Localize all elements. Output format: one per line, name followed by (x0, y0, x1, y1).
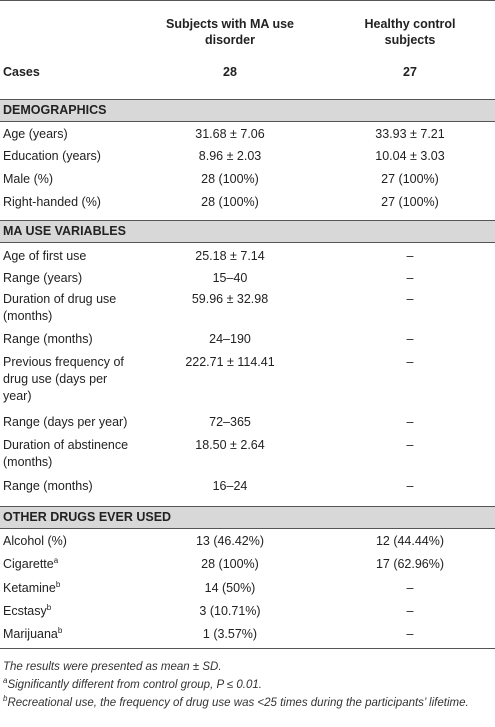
row-label-text: Duration of drug use (months) (3, 292, 117, 323)
row-label (3, 331, 138, 348)
row-label (3, 437, 138, 471)
cell-ma: 8.96 ± 2.03 (198, 149, 262, 163)
cell-ma: 72–365 (209, 415, 251, 429)
row-label (3, 478, 138, 495)
cell-control: 27 (100%) (381, 172, 439, 186)
cell-control: – (406, 581, 414, 595)
cell-control: – (406, 292, 414, 306)
cases-ma: 28 (223, 65, 237, 79)
row-label-text: Duration of abstinence (months) (3, 438, 129, 469)
cell-control: 12 (44.44%) (375, 534, 445, 548)
row-label-text: Range (months) (3, 332, 93, 346)
row-label (3, 580, 138, 597)
bottom-rule (0, 648, 495, 649)
cell-ma: 31.68 ± 7.06 (195, 127, 265, 141)
row-label-text: Male (%) (3, 172, 54, 186)
footnote-b-mark: b (3, 694, 8, 704)
row-label (3, 603, 138, 620)
cases-control: 27 (403, 65, 417, 79)
row-label (3, 626, 138, 643)
row-label-text: Right-handed (%) (3, 195, 101, 209)
row-label (3, 194, 138, 211)
row-label (3, 354, 138, 405)
row-label-text: Marijuana (3, 627, 58, 641)
footnote-marker: b (55, 579, 61, 589)
footnote-a (3, 678, 489, 692)
cell-control: – (406, 332, 414, 346)
cell-control: – (406, 438, 414, 452)
cell-ma: 3 (10.71%) (199, 604, 261, 618)
cell-ma: 25.18 ± 7.14 (195, 249, 265, 263)
cell-ma: 18.50 ± 2.64 (195, 438, 265, 452)
cell-control: – (406, 355, 414, 369)
row-label-text: Alcohol (%) (3, 534, 67, 548)
row-label-text: Previous frequency of drug use (days per year) (3, 355, 124, 403)
cell-ma: 1 (3.57%) (202, 627, 258, 641)
row-label-text: Cigarette (3, 557, 54, 571)
cell-control: – (406, 604, 414, 618)
row-label-text: Ecstasy (3, 604, 47, 618)
row-label (3, 270, 138, 287)
top-rule (0, 0, 495, 1)
section-header: OTHER DRUGS EVER USED (0, 506, 495, 529)
cell-ma: 59.96 ± 32.98 (191, 292, 269, 306)
footnote-marker: b (46, 602, 52, 612)
row-label-text: Range (years) (3, 271, 83, 285)
cell-ma: 28 (100%) (201, 195, 259, 209)
row-label (3, 533, 138, 550)
cell-ma: 13 (46.42%) (195, 534, 265, 548)
row-label (3, 414, 138, 431)
row-label-text: Age of first use (3, 249, 87, 263)
row-label (3, 148, 138, 165)
cell-control: – (406, 627, 414, 641)
footnote-b-text: Recreational use, the frequency of drug use was <25 times during the participants’ lifetime. (7, 697, 469, 709)
cell-control: 33.93 ± 7.21 (375, 127, 445, 141)
row-label (3, 556, 138, 573)
row-label-text: Range (months) (3, 479, 93, 493)
cell-ma: 28 (100%) (201, 557, 259, 571)
cell-ma: 28 (100%) (201, 172, 259, 186)
cell-ma: 14 (50%) (204, 581, 256, 595)
footnote-main: The results were presented as mean ± SD. (3, 661, 222, 673)
cell-ma: 16–24 (212, 479, 248, 493)
row-label (3, 171, 138, 188)
section-header: MA USE VARIABLES (0, 220, 495, 243)
cell-control: – (406, 249, 414, 263)
cell-ma: 222.71 ± 114.41 (185, 355, 275, 369)
row-label (3, 291, 138, 325)
cases-label: Cases (3, 65, 40, 79)
row-label-text: Range (days per year) (3, 415, 128, 429)
footnote-marker: a (53, 555, 59, 565)
cell-control: – (406, 415, 414, 429)
row-label-text: Education (years) (3, 149, 101, 163)
column-header-control: Healthy control subjects (364, 17, 456, 47)
column-header-ma: Subjects with MA use disorder (165, 17, 295, 47)
footnote-marker: b (57, 625, 63, 635)
cell-ma: 24–190 (209, 332, 251, 346)
footnote-a-text: Significantly different from control group, P ≤ 0.01. (7, 679, 262, 691)
cell-control: 10.04 ± 3.03 (375, 149, 445, 163)
row-label (3, 126, 138, 143)
row-label (3, 248, 138, 265)
cell-ma: 15–40 (212, 271, 248, 285)
footnote-a-mark: a (3, 676, 8, 686)
row-label-text: Age (years) (3, 127, 68, 141)
footnote-b (3, 696, 489, 710)
section-header: DEMOGRAPHICS (0, 99, 495, 122)
cell-control: 17 (62.96%) (375, 557, 445, 571)
cell-control: – (406, 271, 414, 285)
cell-control: – (406, 479, 414, 493)
row-label-text: Ketamine (3, 581, 56, 595)
cell-control: 27 (100%) (381, 195, 439, 209)
